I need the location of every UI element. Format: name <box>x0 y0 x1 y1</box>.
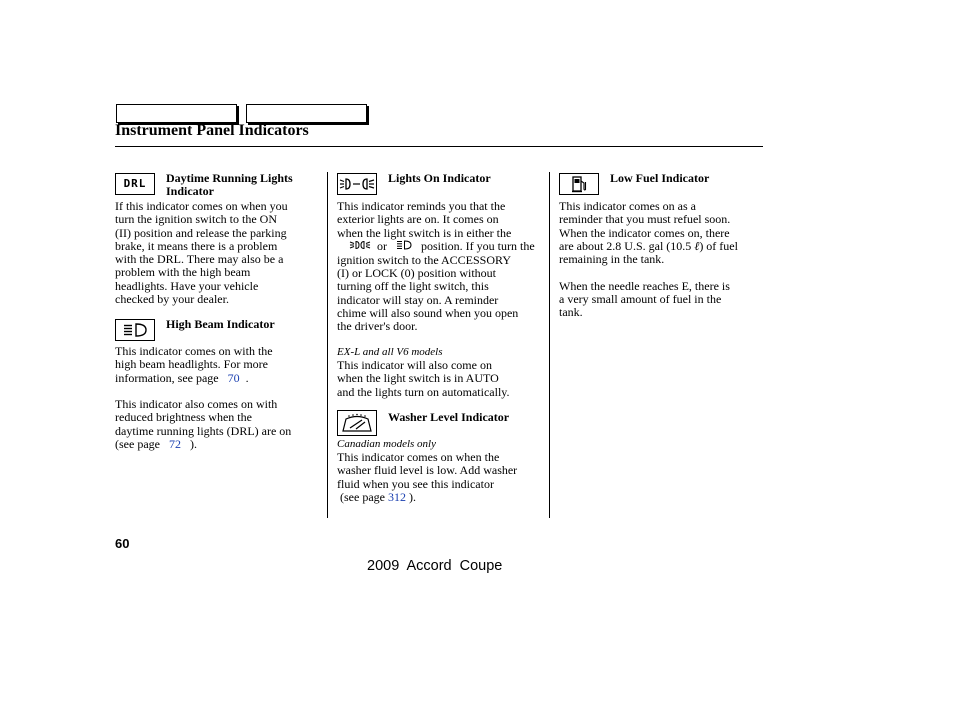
washer-level-icon <box>337 410 377 436</box>
washer-level-heading: Washer Level Indicator <box>388 410 510 424</box>
lights-on-icon <box>337 173 377 195</box>
nav-tab-2[interactable] <box>246 104 367 123</box>
page-title: Instrument Panel Indicators <box>115 122 309 139</box>
high-beam-icon <box>115 319 155 341</box>
fuel-pump-icon <box>559 173 599 195</box>
page-link-312[interactable]: 312 <box>387 489 406 504</box>
washer-level-body: This indicator comes on when the washer fluid level is low. Add washer fluid when you see this indicator (see page 312 ). <box>337 450 518 504</box>
drl-body: If this indicator comes on when you turn the ignition switch to the ON (II) position and release the parking brake, it means there is a problem with the DRL. There may also be a problem with the high beam headlights. Have your vehicle checked by your dealer. <box>115 199 288 307</box>
column-divider-1 <box>327 172 328 518</box>
lights-on-model-note: EX-L and all V6 models <box>337 346 443 358</box>
low-fuel-heading: Low Fuel Indicator <box>610 171 710 185</box>
low-fuel-body: This indicator comes on as a reminder that you must refuel soon. When the indicator comes on, there are about 2.8 U.S. gal (10.5 ℓ) of fuel remaining in the tank. When the needle reaches E, there is a very small amount of fuel in the tank. <box>559 199 738 320</box>
drl-icon <box>115 173 155 195</box>
footer-model: 2009 Accord Coupe <box>367 558 503 574</box>
parking-lights-icon <box>349 240 371 253</box>
high-beam-heading: High Beam Indicator <box>166 317 275 331</box>
headlights-icon <box>396 240 412 253</box>
lights-on-body: This indicator reminds you that the exterior lights are on. It comes on when the light switch is in either the or position. If you turn the ignition switch to the ACCESSORY (I) or LOCK (0) position without turning off the light switch, this indicator will stay on. A reminder chime will also sound when you open the driver's door. <box>337 199 535 334</box>
lights-on-auto-body: This indicator will also come on when the light switch is in AUTO and the lights turn on automatically. <box>337 358 510 399</box>
title-rule <box>115 146 763 147</box>
page-link-72[interactable]: 72 <box>168 437 181 452</box>
nav-tab-1[interactable] <box>116 104 237 123</box>
drl-heading: Daytime Running Lights Indicator <box>166 171 293 198</box>
liter-symbol: ℓ <box>694 238 700 253</box>
drl-icon-text: DRL <box>123 177 147 191</box>
washer-level-model-note: Canadian models only <box>337 438 436 450</box>
high-beam-body: This indicator comes on with the high beam headlights. For more information, see page 70 . This indicator also comes on with reduced brightness when the daytime running lights (DRL) are on (see page 72 ). <box>115 344 292 452</box>
lights-on-heading: Lights On Indicator <box>388 171 491 185</box>
page-number: 60 <box>115 536 130 551</box>
page-link-70[interactable]: 70 <box>227 370 240 385</box>
column-divider-2 <box>549 172 550 518</box>
